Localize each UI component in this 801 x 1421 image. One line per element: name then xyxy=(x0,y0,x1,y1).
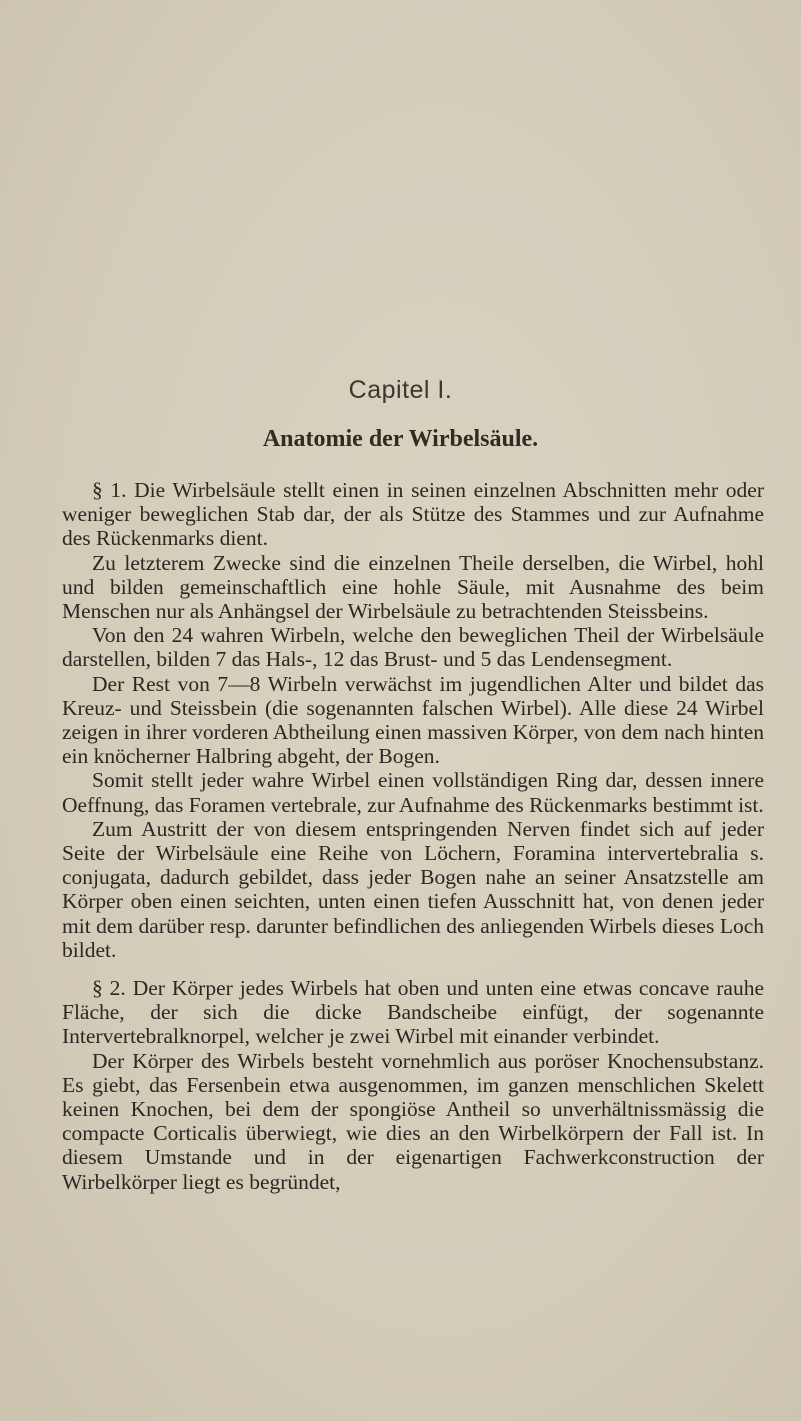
paragraph-5: Somit stellt jeder wahre Wirbel einen vollständigen Ring dar, dessen innere Oeffnung, das Foramen vertebrale, zur Aufnahme des Rückenmarks bestimmt ist. xyxy=(62,768,764,817)
paragraph-8: Der Körper des Wirbels besteht vornehmlich aus poröser Knochensubstanz. Es giebt, das Fersenbein etwa ausgenommen, im ganzen menschlichen Skelett keinen Knochen, bei dem der spongiöse Antheil so unverhältnissmässig die compacte Corticalis überwiegt, wie dies an den Wirbelkörpern der Fall ist. In diesem Umstande und in der eigenartigen Fachwerkconstruction der Wirbelkörper liegt es begründet, xyxy=(62,1048,764,1194)
paragraph-2: Zu letzterem Zwecke sind die einzelnen Theile derselben, die Wirbel, hohl und bilden gemeinschaftlich eine hohle Säule, mit Ausnahme des beim Menschen nur als Anhängsel der Wirbelsäule zu betrachtenden Steissbeins. xyxy=(62,550,764,624)
paragraph-7: § 2. Der Körper jedes Wirbels hat oben und unten eine etwas concave rauhe Fläche, der sich die dicke Bandscheibe einfügt, der sogenannte Intervertebralknorpel, welcher je zwei Wirbel mit einander verbindet. xyxy=(62,976,764,1049)
chapter-heading: Capitel I. xyxy=(348,376,453,404)
chapter-title: Anatomie der Wirbelsäule. xyxy=(262,426,539,452)
body-text xyxy=(62,478,764,1194)
paragraph-6: Zum Austritt der von diesem entspringenden Nerven findet sich auf jeder Seite der Wirbelsäule eine Reihe von Löchern, Foramina intervertebralia s. conjugata, dadurch gebildet, dass jeder Bogen nahe an seiner Ansatzstelle am Körper oben einen seichten, unten einen tiefen Ausschnitt hat, von denen jeder mit dem darüber resp. darunter befindlichen des anliegenden Wirbels dieses Loch bildet. xyxy=(62,816,764,962)
paragraph-1: § 1. Die Wirbelsäule stellt einen in seinen einzelnen Abschnitten mehr oder weniger beweglichen Stab dar, der als Stütze des Stammes und zur Aufnahme des Rückenmarks dient. xyxy=(62,478,764,551)
paragraph-3: Von den 24 wahren Wirbeln, welche den beweglichen Theil der Wirbelsäule darstellen, bilden 7 das Hals-, 12 das Brust- und 5 das Lendensegment. xyxy=(62,623,764,672)
paragraph-4: Der Rest von 7—8 Wirbeln verwächst im jugendlichen Alter und bildet das Kreuz- und Steissbein (die sogenannten falschen Wirbel). Alle diese 24 Wirbel zeigen in ihrer vorderen Abtheilung einen massiven Körper, von dem nach hinten ein knöcherner Halbring abgeht, der Bogen. xyxy=(62,671,764,769)
